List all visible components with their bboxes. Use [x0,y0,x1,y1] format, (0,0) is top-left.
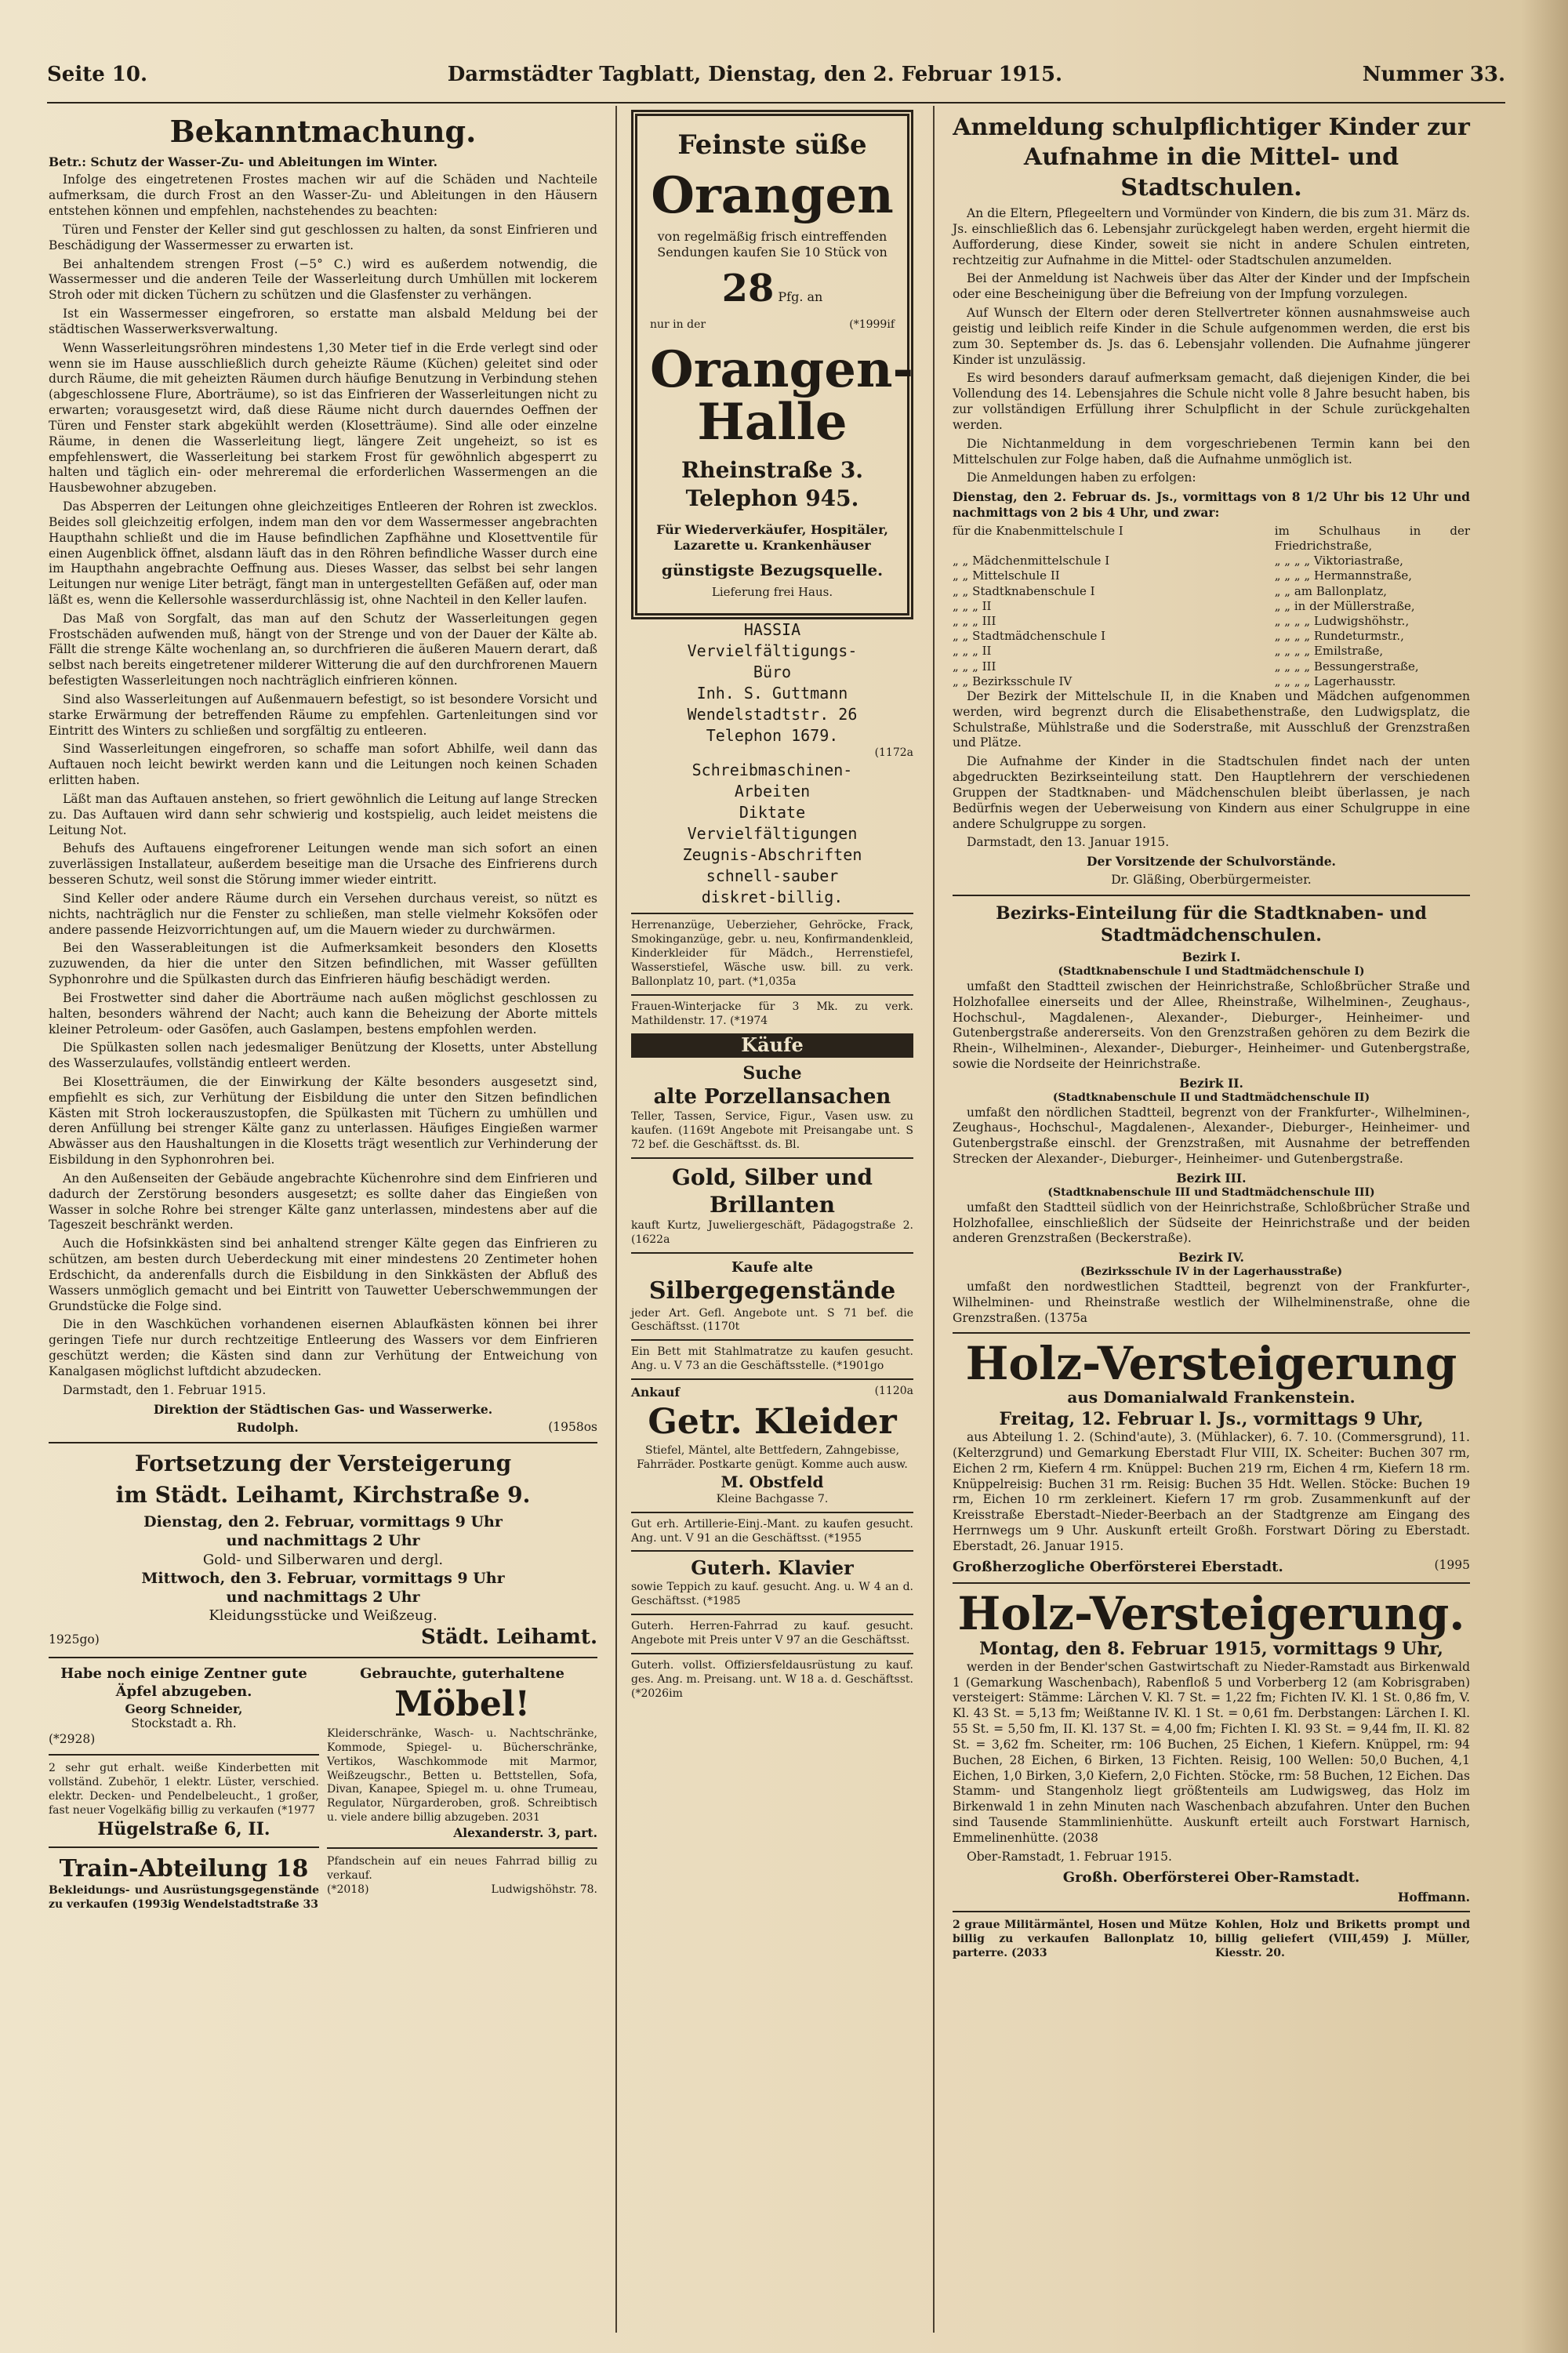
school-name: „ „ „ II [953,644,992,659]
anmeldung-sign-2: Dr. Gläßing, Oberbürgermeister. [1111,873,1312,888]
bezirk-text: umfaßt den nördlichen Stadtteil, begrenzt von der Frankfurter-, Wilhelminen-, Zeughaus-, Hochschul-, Magdalenen-, Alexander-, Dieburger-, Heinheimer- und Gutenbergstraße einschl. der Grenzstraßen, mit Ausnahme der betreffenden Strecken der Alexander-, Dieburger-, Heinheimer- und Gutenbergstraße. [953,1105,1470,1167]
orangen-nur-row [650,318,895,332]
anmeldung-paragraph: Auf Wunsch der Eltern oder deren Stellvertreter können ausnahmsweise auch geistig und leiblich reife Kinder in die Schule aufgenommen werden, die erst bis zum 30. September ds. Js. das 6. Lebensjahr vollenden. Die Aufnahme jüngerer Kinder ist unzulässig. [953,306,1470,367]
school-name: „ „ Mittelschule II [953,568,1060,583]
divider [953,1582,1470,1584]
school-spacer [1211,568,1270,583]
page-header [47,63,1505,103]
anmeldung-paragraph: An die Eltern, Pflegeeltern und Vormünder von Kindern, die bis zum 31. März ds. Js. einschließlich das 6. Lebensjahr zurückgelegt haben werden, ergeht hiermit die Aufforderung, diese Kinder, soweit sie nicht in andere Schulen eintreten, rechtzeitig zur Aufnahme in die Mittel- oder Stadtschulen anzumelden. [953,206,1470,267]
hassia-service-line: Arbeiten [734,782,811,801]
bekanntmachung-paragraph: Bei anhaltendem strengen Frost (−5° C.) wird es außerdem notwendig, die Wassermesser und die anderen Teile der Wasserleitung durch Umhüllen mit lockerem Stroh oder mit dicken Tüchern zu schützen und die Glasfenster zu verhängen. [49,256,597,303]
bezirk-head: Bezirk IV. [1178,1250,1244,1265]
bekanntmachung-body [49,172,597,1379]
orangen-fuer: Für Wiederverkäufer, Hospitäler, Lazarette u. Krankenhäuser [656,521,888,554]
bezirk-sub: (Stadtknabenschule II und Stadtmädchenschule II) [1052,1091,1370,1104]
huegelstrasse-address: Hügelstraße 6, II. [97,1818,270,1839]
hassia-service-line: Vervielfältigungen [687,824,858,844]
school-location: „ „ „ „ Rundeturmstr., [1274,629,1404,644]
bezirk-head: Bezirk II. [1179,1075,1243,1091]
anmeldung-paragraph: Es wird besonders darauf aufmerksam gemacht, daß diejenigen Kinder, die bei Vollendung des 14. Lebensjahres die Schule nicht volle 8 Jahre besucht haben, bis zur vollständigen Erfüllung ihrer Schulpflicht in der Schule zurückgehalten werden. [953,371,1470,432]
orangen-halle-2: Halle [697,392,848,452]
bottom-ads [953,1919,1470,1961]
holz2-when: Montag, den 8. Februar 1915, vormittags 9 Uhr, [979,1638,1443,1659]
holz2-title: Holz-Versteigerung. [957,1586,1465,1640]
orangen-price: 28 [721,267,775,311]
bekanntmachung-paragraph: Infolge des eingetretenen Frostes machen wir auf die Schäden und Nachteile aufmerksam, die durch Frost an den Wasser-Zu- und Ableitungen in den Häusern entstehen können und empfehlen, nachstehendes zu beachten: [49,172,597,219]
holz2-date: Ober-Ramstadt, 1. Februar 1915. [967,1849,1172,1864]
school-table [953,524,1470,689]
kleider-address: Kleine Bachgasse 7. [716,1492,829,1505]
orangen-feinste: Feinste süße [677,129,867,161]
bezirk-text: umfaßt den nordwestlichen Stadtteil, begrenzt von der Frankfurter-, Wilhelminen- und Rheinstraße westlich der Wilhelminenstraße, ohne die Grenzstraßen. (1375a [953,1279,1470,1325]
school-spacer [1211,629,1270,644]
hassia-ref: (1172a [874,746,913,759]
ankauf-row [631,1378,913,1400]
bekanntmachung-paragraph: Bei Klosetträumen, die der Einwirkung der Kälte besonders ausgesetzt sind, empfiehlt es sich, zur Verhütung der Eisbildung die unter den Sitzen befindlichen Kästen mit Stroh lockerauszustopfen, die Spülkasten mit Tüchern zu umhüllen und deren Anfüllung bei strenger Kälte ganz zu unterlassen. Häufiges Eingießen warmer Abwässer aus den Haushaltungen in die Klosetts trägt wesentlich zur Verhinderung der Eisbildung in den Syphonrohren bei. [49,1075,597,1167]
porzellan-title: alte Porzellansachen [653,1084,891,1109]
hassia-line: HASSIA [743,619,801,639]
orangen-price-row [650,265,895,313]
holz2-text: werden in der Bender'schen Gastwirtschaft zu Nieder-Ramstadt aus Birkenwald 1 (Gemarkung Waschenbach), Rabenfloß 5 und Vorberberg 12 (am Kobrisgraben) versteigert: Stämme: Lärchen V. Kl. 7 St. = 1,22 fm; Fichten IV. Kl. 1 St. 0,86 fm, V. Kl. 43 St. = 5,13 fm; Weißtanne IV. Kl. 1 St. = 0,61 fm. Derbstangen: Lärchen I. Kl. 55 St. = 5,50 fm, II. Kl. 137 St. = 4,00 fm; Fichten I. Kl. 93 St. = 9,44 fm, II. Kl. 82 St. = 3,62 fm. Scheiter, rm: 106 Buchen, 25 Eichen, 1 Kiefern. Knüppel, rm: 94 Buchen, 28 Eichen, 6 Birken, 13 Fichten. Reisig, 100 Wellen: 50,0 Buchen, 4,1 Eichen, 1,0 Birken, 3,0 Kiefern, 2,0 Fichten. Stöcke, rm: 58 Buchen, 12 Eichen. Das Stamm- und Stangenholz liegt größtenteils am Ludwigsweg, das Holz im Birkenwald 1 in zehn Minuten nach Waschenbach abzufahren. Unter den Buchen sind Tausende Stammlinienhütte. Auskunft erteilt auch Forstwart Harnisch, Emmelinenhütte. (2038 [953,1659,1470,1845]
school-name: „ „ Stadtmädchenschule I [953,629,1106,644]
kleider-title: Getr. Kleider [648,1402,897,1442]
moebel-head: Gebrauchte, guterhaltene [360,1665,564,1683]
anmeldung-paragraph: Die Anmeldungen haben zu erfolgen: [967,470,1196,485]
orangen-sendungen: von regelmäßig frisch eintreffenden Sendungen kaufen Sie 10 Stück von [657,228,887,260]
school-name: „ „ „ III [953,614,996,629]
school-name: „ „ Stadtknabenschule I [953,583,1095,598]
kleider-name: M. Obstfeld [720,1472,824,1492]
bekanntmachung-date: Darmstadt, den 1. Februar 1915. [63,1382,267,1397]
signature-name: Rudolph. [237,1420,299,1436]
leihamt-title-2: im Städt. Leihamt, Kirchstraße 9. [115,1482,531,1509]
moebel-address: Alexanderstr. 3, part. [453,1825,597,1841]
divider [49,1657,597,1658]
holz1-when: Freitag, 12. Februar l. Js., vormittags 9 Uhr, [999,1408,1424,1429]
issue-number: Nummer 33. [1362,63,1505,86]
herrenanzuege-ad: Herrenanzüge, Ueberzieher, Gehröcke, Frack, Smokinganzüge, gebr. u. neu, Konfirmandenkleid, Kinderkleider für Mädch., Herrenstiefel, Wasserstiefel, Wäsche usw. bill. zu verk. Ballonplatz 10, part. (*1,035a [631,913,913,989]
school-location: im Schulhaus in der Friedrichstraße, [1274,523,1470,554]
school-name: „ „ Bezirksschule IV [953,674,1073,688]
school-spacer [1211,644,1270,659]
orangen-advert [631,110,913,619]
apfel-title: Habe noch einige Zentner gute Äpfel abzugeben. [60,1665,307,1701]
bekanntmachung-paragraph: Behufs des Auftauens eingefrorener Leitungen wende man sich sofort an einen zuverlässigen Installateur, außerdem beseitige man die Ursache des Einfrierens durch besseren Schutz, weil sonst die Störung immer wieder eintritt. [49,841,597,888]
divider [953,1332,1470,1334]
orangen-ref: (*1999if [849,318,895,331]
kohlen-ad: Kohlen, Holz und Briketts prompt und billig geliefert (VIII,459) J. Müller, Kiesstr. 20. [1215,1919,1470,1960]
school-location: „ „ „ „ Lagerhausstr. [1274,674,1396,688]
kinderbetten-ad: 2 sehr gut erhalt. weiße Kinderbetten mit vollständ. Zubehör, 1 elektr. Lüster, verschied. elektr. Decken- und Pendelbeleucht., 1 großer, fast neuer Vogelkäfig billig zu verkaufen (*1977 [49,1762,319,1817]
hassia-line: Vervielfältigungs- [687,641,858,660]
school-location: „ „ „ „ Bessungerstraße, [1274,659,1419,674]
anmeldung-after-paragraph: Der Bezirk der Mittelschule II, in die Knaben und Mädchen aufgenommen werden, wird begrenzt durch die Elisabethenstraße, den Ludwigsplatz, die Schulstraße, Mühlstraße und die Soderstraße, mit Ausschluß der Grenzstraßen und Plätze. [953,688,1470,750]
column-rule-2 [933,106,935,2333]
divider [49,1442,597,1443]
silber-head: Kaufe alte [631,1252,913,1276]
bekanntmachung-subject: Betr.: Schutz der Wasser-Zu- und Ableitungen im Winter. [49,154,438,169]
bekanntmachung-signature: Direktion der Städtischen Gas- und Wasserwerke. [153,1401,493,1417]
kaeufe-header: Käufe [631,1033,913,1058]
bezirk-text: umfaßt den Stadtteil südlich von der Heinrichstraße, Schloßbrücher Straße und Holzhofallee, einschließlich der Südseite der Heinrichstraße und der beiden anderen Grenzstraßen (Beckerstraße). [953,1200,1470,1246]
column-middle [631,110,913,1701]
bekanntmachung-paragraph: Bei den Wasserableitungen ist die Aufmerksamkeit besonders den Klosetts zuzuwenden, da hier die unter den Sitzen befindlichen, mit Wasser gefüllten Syphonrohre und die Spülkasten durch das Einfrieren häufig beschädigt werden. [49,941,597,987]
page-number: Seite 10. [47,63,148,86]
holz2-sign-2: Hoffmann. [1397,1889,1470,1905]
divider [953,895,1470,896]
school-location: „ „ in der Müllerstraße, [1274,598,1415,613]
orangen-guenstig: günstigste Bezugsquelle. [661,560,884,579]
leihamt-line-3: Gold- und Silberwaren und dergl. [202,1551,444,1568]
hassia-line: Telephon 1679. [706,725,839,745]
bekanntmachung-paragraph: Türen und Fenster der Keller sind gut geschlossen zu halten, da sonst Einfrieren und Beschädigung der Wassermesser zu erwarten ist. [49,222,597,252]
divider [49,1846,319,1848]
orangen-telephone: Telephon 945. [685,485,859,511]
divider [49,1754,319,1756]
ankauf-label: Ankauf [631,1385,681,1400]
masthead-line: Darmstädter Tagblatt, Dienstag, den 2. Februar 1915. [447,63,1063,86]
bezirk-sub: (Stadtknabenschule I und Stadtmädchenschule I) [1058,965,1365,979]
hassia-service-line: Schreibmaschinen- [691,761,853,780]
ankauf-ref: (1120a [874,1385,913,1398]
hassia-service-line: Diktate [739,803,806,822]
anmeldung-when: Dienstag, den 2. Februar ds. Js., vormittags von 8 1/2 Uhr bis 12 Uhr und nachmittags von 2 bis 4 Uhr, und zwar: [953,489,1470,521]
anmeldung-paragraph: Bei der Anmeldung ist Nachweis über das Alter der Kinder und der Impfschein oder eine Bescheinigung über die Befreiung von der Impfung vorzulegen. [953,271,1470,302]
train-title: Train-Abteilung 18 [59,1854,309,1883]
hassia-services [631,760,913,908]
bekanntmachung-paragraph: Bei Frostwetter sind daher die Aborträume nach außen möglichst geschlossen zu halten, besonders während der Nacht; auch kann die Beheizung der Aborte mittels kleiner Petroleum- oder Gasöfen, auch Gaslampen, bestens empfohlen werden. [49,990,597,1037]
holz1-title: Holz-Versteigerung [965,1337,1457,1391]
holz1-sign: Großherzogliche Oberförsterei Eberstadt. [953,1558,1283,1575]
column-right [953,110,1470,1961]
pfandschein-ad: Pfandschein auf ein neues Fahrrad billig zu verkauf. [327,1854,597,1882]
bekanntmachung-paragraph: Das Maß von Sorgfalt, das man auf den Schutz der Wasserleitungen gegen Frostschäden aufwenden muß, hängt von der Strenge und von der Dauer der Kälte ab. Fällt die strenge Kälte wochenlang an, so durchfrieren die äußeren Mauern derart, daß selbst nach bereits eingetretener milderer Witterung die auf den durchfrorenen Mauern befestigten Wasserleitungen noch nachträglich einfrieren können. [49,611,597,688]
column-rule-1 [615,106,617,2333]
klavier-text: sowie Teppich zu kauf. gesucht. Ang. u. W 4 an d. Geschäftsst. (*1985 [631,1581,913,1608]
bekanntmachung-paragraph: Sind also Wasserleitungen auf Außenmauern befestigt, so ist besondere Vorsicht und starke Erwärmung der betreffenden Räume zu empfehlen. Gartenleitungen sind vor Eintritt des Winters zu schließen und sorgfältig zu entleeren. [49,692,597,738]
orangen-nur: nur in der [650,318,706,331]
school-location: „ „ „ „ Emilstraße, [1274,644,1384,659]
holz1-sign-row [953,1558,1470,1576]
klavier-title: Guterh. Klavier [631,1550,913,1581]
silber-title: Silbergegenstände [648,1277,896,1305]
bezirks-title: Bezirks-Einteilung für die Stadtknaben- und Stadtmädchenschulen. [996,902,1427,946]
offizier-ad: Guterh. vollst. Offiziersfeldausrüstung zu kauf. ges. Ang. m. Preisang. unt. W 18 a. d. Geschäftsst. (*2026im [631,1653,913,1701]
column-left [49,110,597,1912]
school-name: „ „ „ III [953,659,996,674]
pfandschein-row [327,1883,597,1897]
leihamt-signature: Städt. Leihamt. [421,1625,597,1650]
hassia-line: Inh. S. Guttmann [696,683,848,703]
bekanntmachung-paragraph: An den Außenseiten der Gebäude angebrachte Küchenrohre sind dem Einfrieren und dadurch der Zerstörung besonders ausgesetzt; es sollte daher das Eingießen von Wasser in solche Rohre bei strenger Kälte ganz unterlassen, mindestens aber auf die Tageszeit beschränkt werden. [49,1171,597,1233]
school-spacer [1211,584,1270,599]
divider [327,1847,597,1849]
leihamt-line-2: und nachmittags 2 Uhr [226,1532,420,1550]
bekanntmachung-paragraph: Läßt man das Auftauen anstehen, so friert gewöhnlich die Leitung auf lange Strecken zu. Das Auftauen wird dann sehr schwierig und kostspielig, auch leidet meistens die Leitung Not. [49,791,597,837]
hassia-service-line: diskret-billig. [701,888,844,907]
holz2-sign-1: Großh. Oberförsterei Ober-Ramstadt. [1062,1868,1360,1886]
bekanntmachung-paragraph: Die Spülkasten sollen nach jedesmaliger Benützung der Klosetts, unter Abstellung des Wasserzulaufes, vollständig entleert werden. [49,1040,597,1071]
school-spacer [1211,614,1270,629]
signature-ref: (1958os [548,1420,597,1435]
school-name: „ „ Mädchenmittelschule I [953,554,1110,568]
school-name: „ „ „ II [953,598,992,613]
bezirk-sub: (Stadtknabenschule III und Stadtmädchenschule III) [1047,1186,1375,1199]
gold-title: Gold, Silber und Brillanten [631,1157,913,1220]
small-ads-left [49,1665,319,1912]
hassia-advert [631,619,913,746]
frauenjacke-ad: Frauen-Winterjacke für 3 Mk. zu verk. Mathildenstr. 17. (*1974 [631,994,913,1029]
school-spacer [1211,674,1270,689]
bekanntmachung-paragraph: Die in den Waschküchen vorhandenen eisernen Ablaufkästen können bei ihrer geringen Tiefe nur durch rechtzeitige Entleerung des Wassers vor dem Einfrieren geschützt werden; die Kästen sind dann zur Verhütung der Entweichung von Kanalgasen möglichst luftdicht abzudecken. [49,1317,597,1378]
divider [953,1911,1470,1912]
school-spacer [1211,599,1270,614]
school-location: „ „ „ „ Viktoriastraße, [1274,554,1403,568]
kleider-text: Stiefel, Mäntel, alte Bettfedern, Zahngebisse, Fahrräder. Postkarte genügt. Komme auch ausw. [637,1444,908,1472]
holz1-text: aus Abteilung 1. 2. (Schind'aute), 3. (Mühlacker), 6. 7. 10. (Commersgrund), 11. (Kelterzgrund) und Gemarkung Eberstadt Flur VIII, IX. Scheiter: Buchen 307 rm, Eichen 2 rm, Kiefern 4 rm. Knüppel: Buchen 219 rm, Eichen 4 rm, Kiefern 18 rm. Knüppelreisig: Buchen 31 rm. Reisig: Buchen 35 Hdt. Wellen. Stöcke: Buchen 19 rm, Eichen 10 rm zerkleinert. Kiefern 17 rm grob. Zusammenkunft auf der Kreisstraße Eberstadt–Nieder-Beerbach an der Stadtgrenze am Eingang des Herrnwegs um 9 Uhr. Auskunft erteilt Großh. Forstwart Döring zu Eberstadt. Eberstadt, 26. Januar 1915. [953,1430,1470,1553]
bekanntmachung-paragraph: Wenn Wasserleitungsröhren mindestens 1,30 Meter tief in die Erde verlegt sind oder wenn sie im Hause ausschließlich durch geheizte Räume (Küchen) geleitet sind oder durch Räume, die mit geheizten Räumen durch häufige Benutzung in Verbindung stehen (abgeschlossene Flure, Aborträume), so ist das Einfrieren der Wasserleitungen nicht zu erwarten; vorausgesetzt wird, daß diese Räume nicht durch dauerndes Oeffnen der Türen und Fenster stark abgekühlt werden (Klosetträume). Sind alle oder einzelne Räume, in denen die Wasserleitung liegt, längere Zeit ungeheizt, so ist es empfehlenswert, die Wasserleitung bei starkem Frost für gewöhnlich abgesperrt zu halten und täglich ein- oder mehreremal die erforderlichen Wassermengen an die Hausbewohner abzugeben. [49,340,597,496]
bezirk-head: Bezirk I. [1181,950,1241,965]
anmeldung-after [953,689,1470,832]
school-spacer [1211,554,1270,568]
militaermantel-ad: 2 graue Militärmäntel, Hosen und Mütze billig zu verkaufen Ballonplatz 10, parterre. (2033 [953,1919,1207,1960]
bezirk-text: umfaßt den Stadtteil zwischen der Heinrichstraße, Schloßbrücher Straße und Holzhofallee einerseits und der Allee, Rheinstraße, Wilhelminen-, Zeughaus-, Hochschul-, Magdalenen-, Alexander-, Dieburger-, Heinheimer- und Gutenbergstraße andererseits. Von den Grenzstraßen gehören zu dem Bezirk die Rhein-, Wilhelminen-, Alexander-, Dieburger-, Heinheimer- und Gutenbergstraße, sowie die Nordseite der Heinrichstraße. [953,979,1470,1072]
anmeldung-sign-1: Der Vorsitzende der Schulvorstände. [1087,854,1336,870]
school-spacer [1211,659,1270,674]
anmeldung-body [953,206,1470,486]
bekanntmachung-paragraph: Auch die Hofsinkkästen sind bei anhaltend strenger Kälte gegen das Einfrieren zu schützen, am besten durch Ueberdeckung mit einer mindestens 20 Zentimeter hohen Erdschicht, da anderenfalls durch die Eisbildung in den Sinkkästen der Abfluß des Wassers unmöglich gemacht und bei Eintritt von Tauwetter Ueberschwemmungen der Grundstücke die Folge sind. [49,1236,597,1313]
orangen-street: Rheinstraße 3. [681,457,864,484]
gold-text: kauft Kurtz, Juweliergeschäft, Pädagogstraße 2. (1622a [631,1219,913,1247]
orangen-lieferung: Lieferung frei Haus. [711,585,833,600]
hassia-service-line: Zeugnis-Abschriften [682,845,862,865]
leihamt-line-1: Dienstag, den 2. Februar, vormittags 9 Uhr [143,1512,503,1531]
anmeldung-paragraph: Die Nichtanmeldung in dem vorgeschriebenen Termin kann bei den Mittelschulen zur Folge haben, daß die Aufnahme unmöglich ist. [953,436,1470,467]
school-name: für die Knabenmittelschule I [953,523,1123,538]
signature-row [49,1420,597,1436]
apfel-name: Georg Schneider, [125,1701,243,1716]
holz1-ref: (1995 [1434,1557,1470,1572]
orangen-pfg: Pfg. an [778,289,823,305]
leihamt-ref: 1925go) [49,1632,100,1647]
apfel-ref: (*2928) [49,1732,96,1747]
leihamt-title-1: Fortsetzung der Versteigerung [134,1451,512,1477]
hassia-line: Wendelstadtstr. 26 [687,704,858,724]
pfandschein-ref: (*2018) [327,1883,369,1896]
moebel-title: Möbel! [394,1684,530,1725]
pfandschein-address: Ludwigshöhstr. 78. [491,1883,597,1896]
small-ads-grid [49,1665,597,1912]
leihamt-line-4: Mittwoch, den 3. Februar, vormittags 9 Uhr [141,1569,505,1587]
page-edge-shadow [1521,0,1568,2353]
holz1-sub: aus Domanialwald Frankenstein. [1067,1388,1356,1407]
artillerie-ad: Gut erh. Artillerie-Einj.-Mant. zu kaufen gesucht. Ang. unt. V 91 an die Geschäftsst. (*1955 [631,1512,913,1546]
orangen-halle-1: Orangen- [650,340,914,399]
train-text: Bekleidungs- und Ausrüstungsgegenstände zu verkaufen (1993ig Wendelstadtstraße 33 [49,1884,319,1912]
school-location: „ „ „ „ Ludwigshöhstr., [1274,614,1410,629]
orangen-word: Orangen [651,165,894,225]
bezirk-sub: (Bezirksschule IV in der Lagerhausstraße) [1080,1265,1343,1279]
small-ads-right [327,1665,597,1912]
leihamt-line-5: und nachmittags 2 Uhr [226,1588,420,1606]
porzellan-text: Teller, Tassen, Service, Figur., Vasen usw. zu kaufen. (1169t Angebote mit Preisangabe unt. S 72 bef. die Geschäftsst. ds. Bl. [631,1109,913,1151]
silber-text: jeder Art. Gefl. Angebote unt. S 71 bef. die Geschäftsst. (1170t [631,1306,913,1334]
moebel-text: Kleiderschränke, Wasch- u. Nachtschränke, Kommode, Spiegel- u. Bücherschränke, Vertikos, Waschkommode mit Marmor, Weißzeugschr., Betten u. Bettstellen, Sofa, Divan, Kanapee, Spiegel m. u. ohne Trumeau, Regulator, Nürgarderoben, groß. Schreibtisch u. viele andere billig abzugeben. 2031 [327,1727,597,1825]
fahrrad-ad: Guterh. Herren-Fahrrad zu kauf. gesucht. Angebote mit Preis unter V 97 an die Geschäftsst. [631,1614,913,1648]
bekanntmachung-paragraph: Sind Wasserleitungen eingefroren, so schaffe man sofort Abhilfe, weil dann das Auftauen noch leicht bewirkt werden kann und die Leitungen noch keinen Schaden erlitten haben. [49,742,597,788]
bezirke-list [953,950,1470,1326]
anmeldung-title: Anmeldung schulpflichtiger Kinder zur Aufnahme in die Mittel- und Stadtschulen. [953,114,1470,202]
bekanntmachung-paragraph: Ist ein Wassermesser eingefroren, so erstatte man alsbald Meldung bei der städtischen Wasserwerksverwaltung. [49,307,597,336]
hassia-service-line: schnell-sauber [706,866,839,886]
bezirk-head: Bezirk III. [1176,1170,1247,1186]
leihamt-line-6: Kleidungsstücke und Weißzeug. [209,1607,437,1625]
bekanntmachung-title: Bekanntmachung. [169,114,477,149]
suche-head: Suche [742,1062,802,1084]
school-location: „ „ „ „ Hermannstraße, [1274,568,1413,583]
bekanntmachung-paragraph: Sind Keller oder andere Räume durch ein Versehen durchaus vereist, so nützt es nichts, nachträglich nur die Fenster zu schließen, man stelle vielmehr Koksöfen oder andere passende Heizvorrichtungen auf, um die Mauern wieder zu durchwärmen. [49,891,597,937]
hassia-line: Büro [753,662,792,681]
bett-ad: Ein Bett mit Stahlmatratze zu kaufen gesucht. Ang. u. V 73 an die Geschäftsstelle. (*1901go [631,1339,913,1374]
apfel-address: Stockstadt a. Rh. [131,1716,237,1731]
anmeldung-after-paragraph: Die Aufnahme der Kinder in die Stadtschulen findet nach der unten abgedruckten Bezirkseinteilung statt. Den Hauptlehrern der verschiedenen Gruppen der Stadtknaben- und Mädchenschulen bleibt überlassen, je nach Bedürfnis wegen der Ueberweisung von Kindern aus einer Schulgruppe in eine andere Schulgruppe zu sorgen. [953,754,1470,831]
school-location: „ „ am Ballonplatz, [1274,583,1388,598]
bekanntmachung-paragraph: Das Absperren der Leitungen ohne gleichzeitiges Entleeren der Rohren ist zwecklos. Beides soll gleichzeitig erfolgen, indem man den vor dem Wassermesser angebrachten Haupthahn schließt und die im Hause befindlichen Zapfhähne und Klosettventile für einen Augenblick öffnet, alsdann läuft das in den Röhren befindliche Wasser durch eine im Haupthahn angebrachte Oeffnung aus. Dieses Wasser, das selbst bei sehr langen Leitungen nur wenige Liter beträgt, fängt man in untergestellten Gefäßen auf, oder man läßt es, wenn die Kellersohle wasserdurchlässig ist, ohne Nachteil in den Keller laufen. [49,499,597,607]
anmeldung-date: Darmstadt, den 13. Januar 1915. [967,835,1170,850]
school-spacer [1211,524,1270,554]
leihamt-sign-row [49,1625,597,1650]
